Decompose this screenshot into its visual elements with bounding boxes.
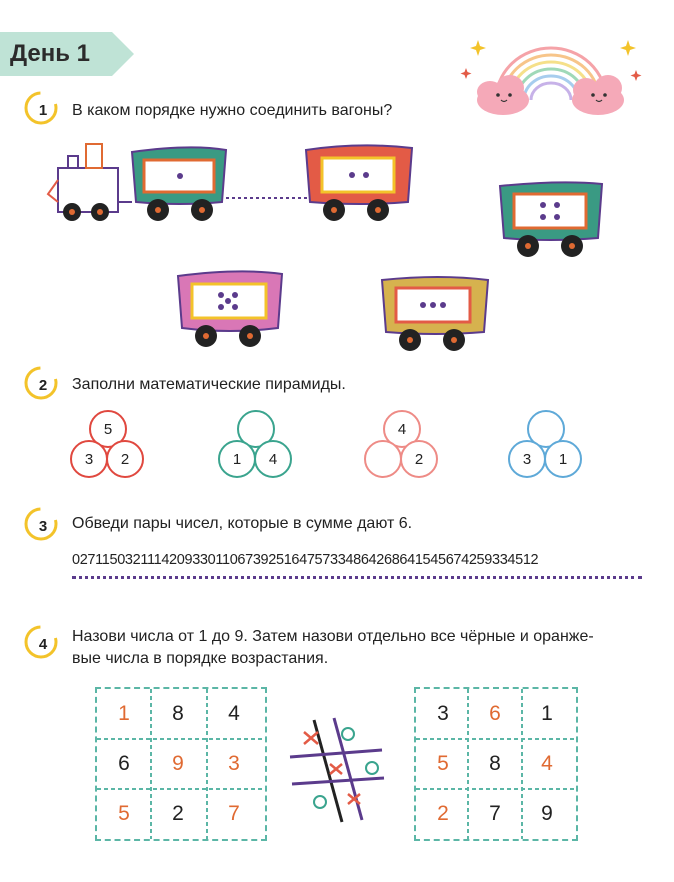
math-pyramid xyxy=(508,410,582,476)
pyramid-left[interactable] xyxy=(364,440,402,478)
pyramid-right[interactable]: 4 xyxy=(254,440,292,478)
math-pyramid xyxy=(70,410,144,476)
task-number-badge: 4 xyxy=(28,629,58,659)
task-number-badge: 3 xyxy=(28,511,58,541)
pyramid-right[interactable]: 2 xyxy=(106,440,144,478)
grid-cell: 2 xyxy=(172,802,184,825)
grid-cell: 9 xyxy=(172,752,184,775)
grid-cell: 6 xyxy=(118,752,130,775)
grid-cell: 8 xyxy=(172,702,184,725)
grid-cell: 6 xyxy=(489,702,501,725)
day-title: День 1 xyxy=(10,40,91,67)
task-3-text: Обведи пары чисел, которые в сумме дают 6. xyxy=(72,515,413,532)
grid-cell: 2 xyxy=(437,802,449,825)
grid-cell: 9 xyxy=(541,802,553,825)
grid-cell: 3 xyxy=(228,752,240,775)
math-pyramid xyxy=(364,410,438,476)
dotted-underline xyxy=(72,576,642,579)
pyramid-top[interactable]: 5 xyxy=(89,410,127,448)
pyramid-left[interactable]: 3 xyxy=(70,440,108,478)
grid-cell: 7 xyxy=(228,802,240,825)
grid-cell: 8 xyxy=(489,752,501,775)
grid-cell: 7 xyxy=(489,802,501,825)
number-grid-right xyxy=(414,687,578,841)
number-sequence[interactable]: 0271150321114209330110673925164757334864268641545674259334512 xyxy=(72,552,539,568)
pyramid-right[interactable]: 2 xyxy=(400,440,438,478)
rainbow-illustration xyxy=(458,30,648,125)
pyramid-left[interactable]: 3 xyxy=(508,440,546,478)
grid-cell: 3 xyxy=(437,702,449,725)
grid-cell: 5 xyxy=(118,802,130,825)
pyramid-left[interactable]: 1 xyxy=(218,440,256,478)
grid-cell: 5 xyxy=(437,752,449,775)
tic-tac-toe-icon xyxy=(286,712,386,824)
grid-cell: 4 xyxy=(541,752,553,775)
task-number-badge: 1 xyxy=(28,95,58,125)
task-4-text-line1: Назови числа от 1 до 9. Затем назови отдельно все чёрные и оранже- xyxy=(72,628,594,645)
locomotive xyxy=(48,144,132,221)
math-pyramid xyxy=(218,410,292,476)
task-4-text-line2: вые числа в порядке возрастания. xyxy=(72,650,329,667)
task-2-text: Заполни математические пирамиды. xyxy=(72,376,346,393)
grid-cell: 4 xyxy=(228,702,240,725)
pyramid-right[interactable]: 1 xyxy=(544,440,582,478)
grid-cell: 1 xyxy=(541,702,553,725)
task-1-text: В каком порядке нужно соединить вагоны? xyxy=(72,102,393,119)
train-illustration xyxy=(40,140,640,370)
grid-cell: 1 xyxy=(118,702,130,725)
task-number-badge: 2 xyxy=(28,370,58,400)
number-grid-left xyxy=(95,687,267,841)
pyramid-top[interactable]: 4 xyxy=(383,410,421,448)
